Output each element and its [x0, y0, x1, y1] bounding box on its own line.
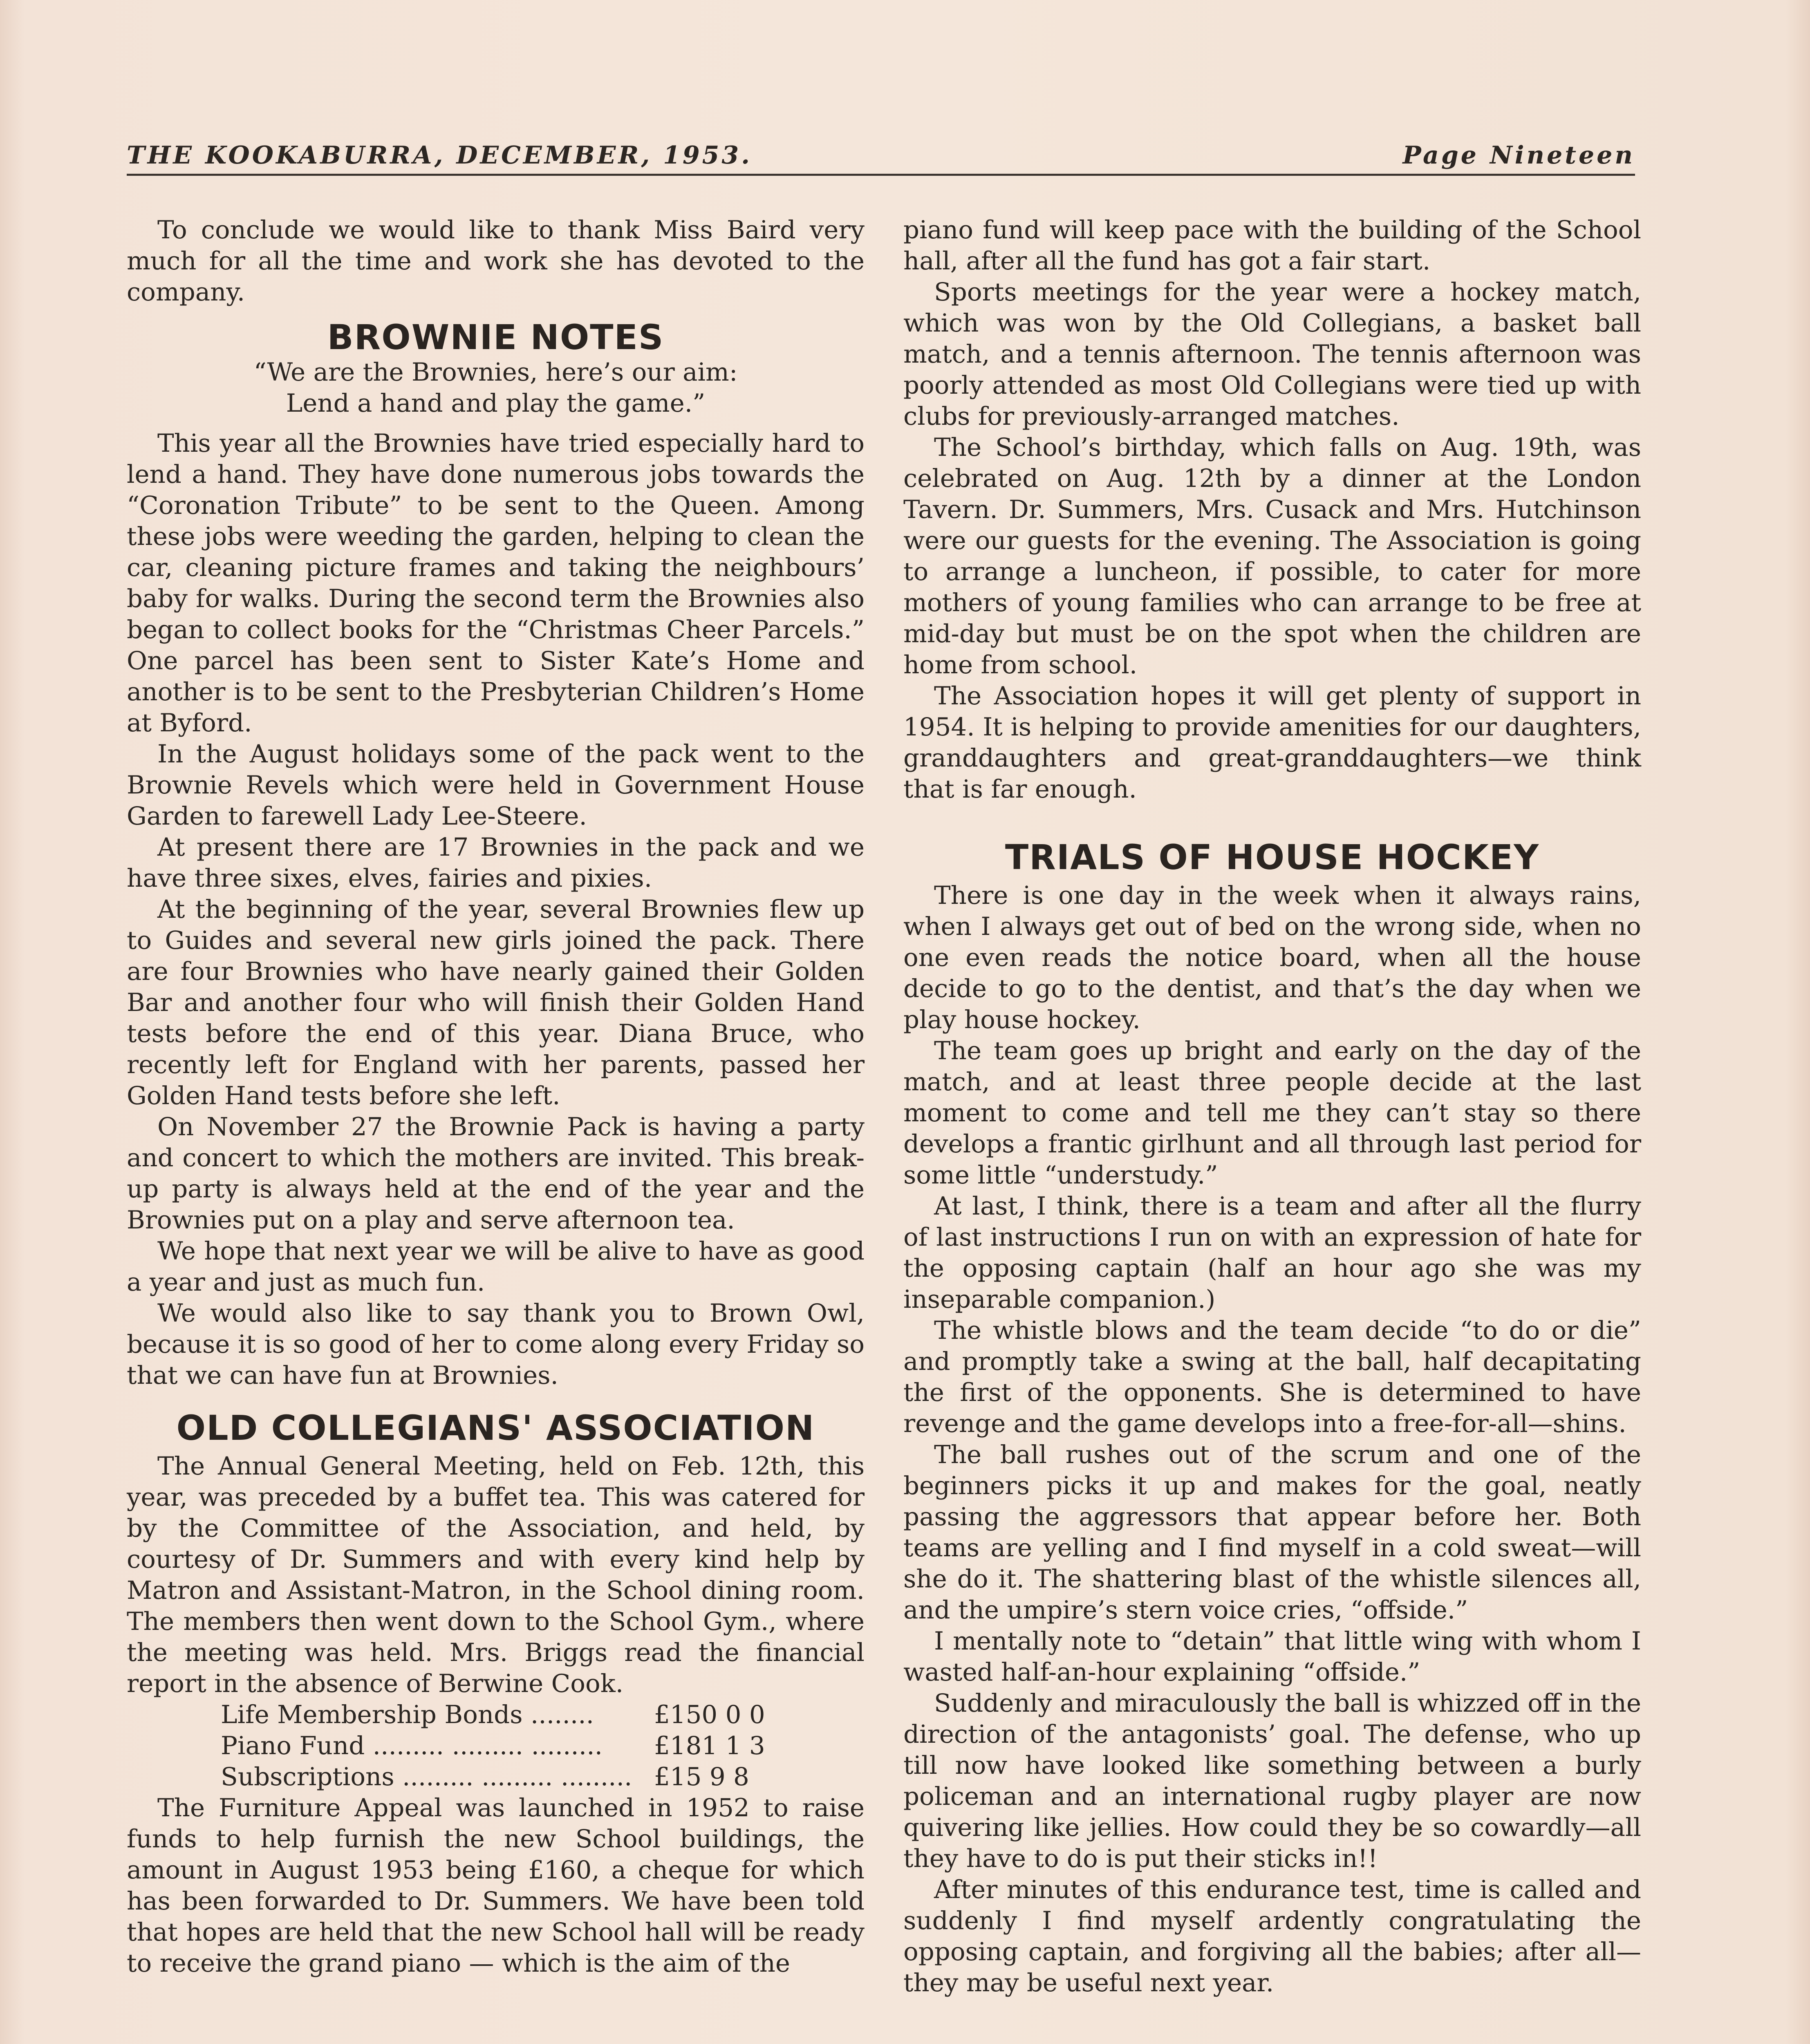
brownie-paragraph: On November 27 the Brownie Pack is having a party and concert to which the mothers are invited. This break-up party is always held at the end of the year and the Brownies put on a play and serve afternoon tea.	[127, 1112, 865, 1235]
brownie-paragraph: At the beginning of the year, several Brownies flew up to Guides and several new girls joined the pack. There are four Brownies who have nearly gained their Golden Bar and another four who will finish their Golden Hand tests before the end of this year. Diana Bruce, who recently left for England with her parents, passed her Golden Hand tests before she left.	[127, 895, 865, 1110]
association-paragraph: The Annual General Meeting, held on Feb. 12th, this year, was preceded by a buffet tea. This was catered for by the Committee of the Association, and held, by courtesy of Dr. Summers and with every kind help by Matron and Assistant-Matron, in the School dining room. The members then went down to the School Gym., where the meeting was held. Mrs. Briggs read the financial report in the absence of Berwine Cook.	[127, 1452, 865, 1698]
finance-label: Piano Fund ......... ......... .........	[221, 1731, 603, 1760]
brownie-paragraph: This year all the Brownies have tried especially hard to lend a hand. They have done numerous jobs towards the “Coronation Tribute” to be sent to the Queen. Among these jobs were weeding the garden, helping to clean the car, cleaning picture frames and taking the neighbours’ baby for walks. During the second term the Brownies also began to collect books for the “Christmas Cheer Parcels.” One parcel has been sent to Sister Kate’s Home and another is to be sent to the Presbyterian Children’s Home at Byford.	[127, 429, 865, 737]
motto-line-1: “We are the Brownies, here’s our aim:	[253, 358, 738, 387]
hockey-paragraph: After minutes of this endurance test, time is called and suddenly I find myself ardently congratulating the opposing captain, and forgiving all the babies; after all—they may be useful next year.	[903, 1875, 1641, 1997]
table-row	[221, 1730, 765, 1762]
intro-paragraph: To conclude we would like to thank Miss Baird very much for all the time and work she has devoted to the company.	[127, 215, 865, 307]
hockey-paragraph: There is one day in the week when it always rains, when I always get out of bed on the wrong side, when no one even reads the notice board, when all the house decide to go to the dentist, and that’s the day when we play house hockey.	[903, 881, 1641, 1034]
publication-title: THE KOOKABURRA, DECEMBER, 1953.	[127, 141, 753, 170]
table-row	[221, 1699, 765, 1730]
brownie-paragraph: At present there are 17 Brownies in the pack and we have three sixes, elves, fairies and pixies.	[127, 833, 865, 893]
finance-amount: £181 1 3	[654, 1731, 765, 1760]
finance-amount: £15 9 8	[654, 1762, 749, 1791]
house-hockey-heading: TRIALS OF HOUSE HOCKEY	[1005, 837, 1540, 877]
page-number: Page Nineteen	[1402, 141, 1635, 170]
finance-label: Life Membership Bonds ........	[221, 1700, 594, 1729]
hockey-paragraph: I mentally note to “detain” that little wing with whom I wasted half-an-hour explaining “offside.”	[903, 1627, 1641, 1687]
association-paragraph: The Association hopes it will get plenty of support in 1954. It is helping to provide amenities for our daughters, granddaughters and great-granddaughters—we think that is far enough.	[903, 681, 1641, 804]
financial-report-table	[221, 1699, 765, 1793]
association-paragraph: The Furniture Appeal was launched in 1952 to raise funds to help furnish the new School buildings, the amount in August 1953 being £160, a cheque for which has been forwarded to Dr. Summers. We have been told that hopes are held that the new School hall will be ready to receive the grand piano — which is the aim of the	[127, 1793, 865, 1978]
right-column	[903, 215, 1641, 1999]
association-paragraph: Sports meetings for the year were a hockey match, which was won by the Old Collegians, a basket ball match, and a tennis afternoon. The tennis afternoon was poorly attended as most Old Collegians were tied up with clubs for previously-arranged matches.	[903, 278, 1641, 431]
hockey-paragraph: The whistle blows and the team decide “to do or die” and promptly take a swing at the ball, half decapitating the first of the opponents. She is determined to have revenge and the game develops into a free-for-all—shins.	[903, 1316, 1641, 1438]
brownie-paragraph: We would also like to say thank you to Brown Owl, because it is so good of her to come along every Friday so that we can have fun at Brownies.	[127, 1299, 865, 1390]
page-header	[127, 137, 1635, 176]
brownie-motto	[127, 357, 865, 419]
hockey-paragraph: Suddenly and miraculously the ball is whizzed off in the direction of the antagonists’ goal. The defense, who up till now have looked like something between a burly policeman and an international rugby player are now quivering like jellies. How could they be so cowardly—all they have to do is put their sticks in!!	[903, 1689, 1641, 1873]
hockey-paragraph: The team goes up bright and early on the day of the match, and at least three people decide at the last moment to come and tell me they can’t stay so there develops a frantic girlhunt and all through last period for some little “understudy.”	[903, 1036, 1641, 1190]
table-row	[221, 1762, 765, 1793]
association-paragraph: The School’s birthday, which falls on Aug. 19th, was celebrated on Aug. 12th by a dinner at the London Tavern. Dr. Summers, Mrs. Cusack and Mrs. Hutchinson were our guests for the evening. The Association is going to arrange a luncheon, if possible, to cater for more mothers of young families who can arrange to be free at mid-day but must be on the spot when the children are home from school.	[903, 433, 1641, 679]
finance-amount: £150 0 0	[654, 1700, 765, 1729]
left-column	[127, 215, 865, 1979]
hockey-paragraph: At last, I think, there is a team and after all the flurry of last instructions I run on with an expression of hate for the opposing captain (half an hour ago she was my inseparable companion.)	[903, 1192, 1641, 1314]
brownie-paragraph: In the August holidays some of the pack went to the Brownie Revels which were held in Government House Garden to farewell Lady Lee-Steere.	[127, 740, 865, 831]
old-collegians-heading: OLD COLLEGIANS' ASSOCIATION	[176, 1408, 815, 1448]
brownie-notes-heading: BROWNIE NOTES	[327, 317, 664, 357]
hockey-paragraph: The ball rushes out of the scrum and one of the beginners picks it up and makes for the goal, neatly passing the aggressors that appear before her. Both teams are yelling and I find myself in a cold sweat—will she do it. The shattering blast of the whistle silences all, and the umpire’s stern voice cries, “offside.”	[903, 1440, 1641, 1625]
brownie-paragraph: We hope that next year we will be alive to have as good a year and just as much fun.	[127, 1237, 865, 1297]
association-paragraph-continued: piano fund will keep pace with the building of the School hall, after all the fund has got a fair start.	[903, 215, 1641, 276]
finance-label: Subscriptions ......... ......... .........	[221, 1762, 632, 1791]
motto-line-2: Lend a hand and play the game.”	[286, 389, 706, 418]
